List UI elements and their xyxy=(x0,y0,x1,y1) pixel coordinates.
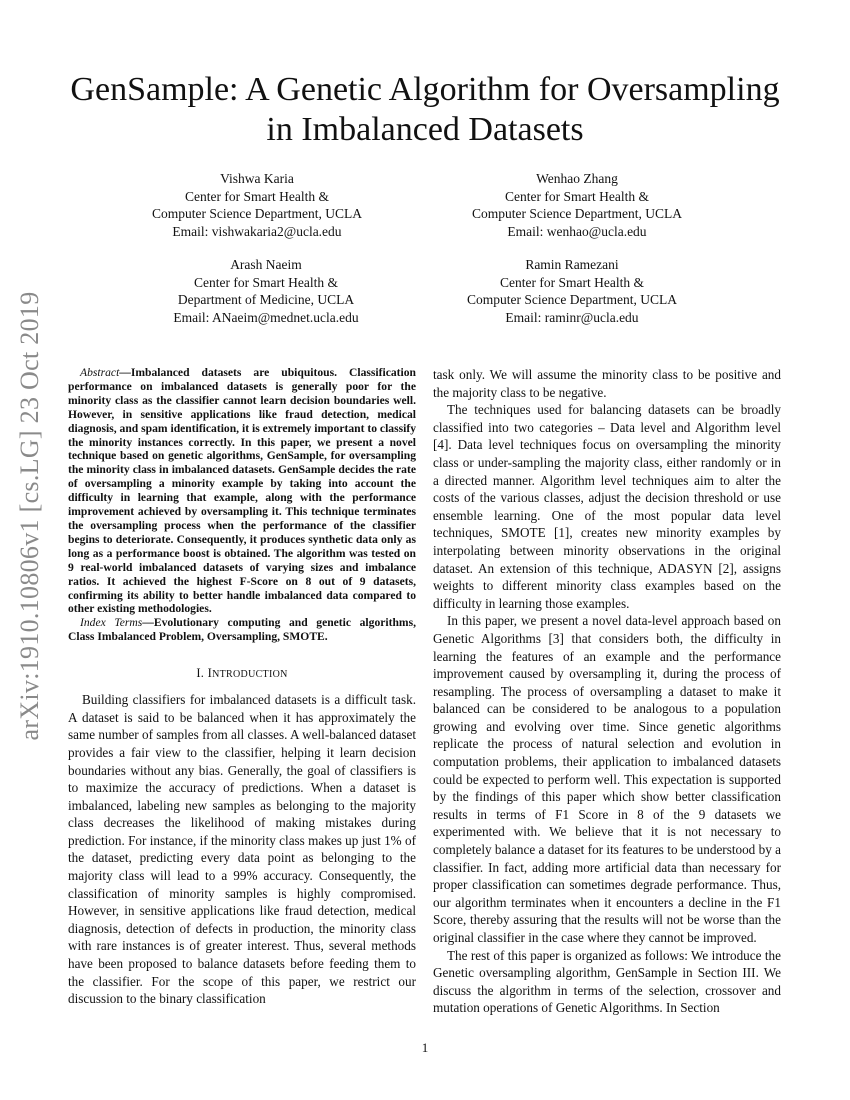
author-email: Email: raminr@ucla.edu xyxy=(505,309,639,325)
author-block-karia xyxy=(107,170,407,240)
author-affiliation: Center for Smart Health & xyxy=(500,274,644,290)
author-affiliation: Center for Smart Health & xyxy=(194,274,338,290)
section-first-letter: I xyxy=(207,666,213,681)
section-heading xyxy=(68,666,416,681)
index-terms-text: —Evolutionary computing and genetic algorithms, Class Imbalanced Problem, Oversampling, SMOTE. xyxy=(68,616,416,644)
author-name: Wenhao Zhang xyxy=(536,171,618,186)
author-affiliation: Center for Smart Health & xyxy=(505,188,649,204)
author-block-naeim xyxy=(116,256,416,326)
author-email: Email: wenhao@ucla.edu xyxy=(507,223,647,239)
author-department: Department of Medicine, UCLA xyxy=(177,292,355,307)
left-column xyxy=(68,366,416,1008)
abstract-text: —Imbalanced datasets are ubiquitous. Classification performance on imbalanced datasets is generally poor for the minority class as the classifier cannot learn decision boundaries well. However, in sensitive applications like fraud detection, medical diagnosis, and spam identification, it is extremely important to classify the minority instances correctly. In this paper, we present a novel technique based on genetic algorithms, GenSample, for oversampling the minority class in imbalanced datasets. GenSample decides the rate of oversampling a minority example by taking into account the difficulty in learning that example, along with the performance improvement achieved by oversampling it. This technique terminates the oversampling process when the performance of the classifier begins to deteriorate. Consequently, it produces synthetic data only as long as a performance boost is obtained. The algorithm was tested on 9 real-world imbalanced datasets of varying sizes and imbalance ratios. It achieved the highest F-Score on 8 out of 9 datasets, confirming its ability to better handle imbalanced data compared to other existing methodologies. xyxy=(68,366,416,616)
author-department: Computer Science Department, UCLA xyxy=(152,206,362,221)
section-title-rest: NTRODUCTION xyxy=(212,669,288,681)
author-affiliation: Center for Smart Health & xyxy=(185,188,329,204)
body-paragraph: Building classifiers for imbalanced datasets is a difficult task. A dataset is said to be balanced when it has approximately the same number of samples from all classes. A well-balanced dataset provides a fair view to the classifier, helping it learn decision boundaries without any bias. Generally, the goal of classifiers is to maximize the accuracy of predictions. When a dataset is imbalanced, labeling new samples as belonging to the majority class decreases the likelihood of making mistakes during prediction. For instance, if the minority class makes up just 1% of the dataset, predicting every data point as belonging to the majority class will lead to a 99% accuracy. Consequently, the classification of minority samples is highly compromised. However, in sensitive applications like fraud detection, medical diagnosis, detection of defects in production, the minority class with rare instances is of greater interest. Thus, several methods have been proposed to balance datasets before feeding them to the classifier. For the scope of this paper, we restrict our discussion to the binary classification xyxy=(68,692,416,1007)
author-email: Email: vishwakaria2@ucla.edu xyxy=(172,223,342,239)
right-column xyxy=(433,366,781,1017)
arxiv-stamp-text: arXiv:1910.10806v1 [cs.LG] 23 Oct 2019 xyxy=(15,291,44,741)
author-name: Ramin Ramezani xyxy=(525,257,619,272)
author-department: Computer Science Department, UCLA xyxy=(472,206,682,221)
author-department: Computer Science Department, UCLA xyxy=(467,292,677,307)
paper-title: GenSample: A Genetic Algorithm for Oversampling in Imbalanced Datasets xyxy=(70,71,780,148)
author-block-ramezani xyxy=(422,256,722,326)
author-email: Email: ANaeim@mednet.ucla.edu xyxy=(173,309,359,325)
arxiv-stamp xyxy=(0,291,60,741)
index-terms-lead: Index Terms xyxy=(80,616,143,630)
abstract xyxy=(68,366,416,616)
body-paragraph: The rest of this paper is organized as follows: We introduce the Genetic oversampling algorithm, GenSample in Section III. We discuss the algorithm in terms of the selection, crossover and mutation operations of Genetic Algorithms. In Section xyxy=(433,947,781,1016)
page-number: 1 xyxy=(421,1040,429,1055)
author-name: Arash Naeim xyxy=(230,257,302,272)
body-paragraph: task only. We will assume the minority class to be positive and the majority class to be negative. xyxy=(433,367,781,400)
body-paragraph: In this paper, we present a novel data-level approach based on Genetic Algorithms [3] that considers both, the difficulty in learning the features of an example and the performance improvement caused by oversampling it, during the process of resampling. The process of oversampling a dataset to make it balanced can be considered to be analogous to a population growing and evolving over time. Since genetic algorithms replicate the process of natural selection and evolution in computation problems, their application to imbalanced datasets could be expected to perform well. This expectation is supported by the findings of this paper which show better classification results in terms of F1 Score in 8 of the 9 datasets we experimented with. We believe that it is not necessary to completely balance a dataset for its features to be understood by a classifier. In fact, adding more artificial data than necessary for proper classification can sometimes degrade performance. Thus, our algorithm terminates when it encounters a decline in the F1 Score, thereby assuring that the results will not be worse than the original classifier in the case where they cannot be improved. xyxy=(433,613,781,945)
author-block-zhang xyxy=(427,170,727,240)
body-paragraph: The techniques used for balancing datasets can be broadly classified into two categories – Data level and Algorithm level [4]. Data level techniques focus on oversampling the minority class or under-sampling the majority class, either randomly or in a directed manner. Algorithm level techniques aim to alter the costs of the various classes, adjust the decision threshold or use ensemble learning. One of the most popular data level techniques, SMOTE [1], creates new minority examples by interpolating between minority observations in the original dataset. An extension of this technique, ADASYN [2], assigns weights to different minority class examples based on the difficulty in learning those examples. xyxy=(433,402,781,611)
section-number: I. xyxy=(196,666,205,681)
author-name: Vishwa Karia xyxy=(220,171,294,186)
abstract-lead: Abstract xyxy=(80,366,120,379)
index-terms xyxy=(68,616,416,644)
